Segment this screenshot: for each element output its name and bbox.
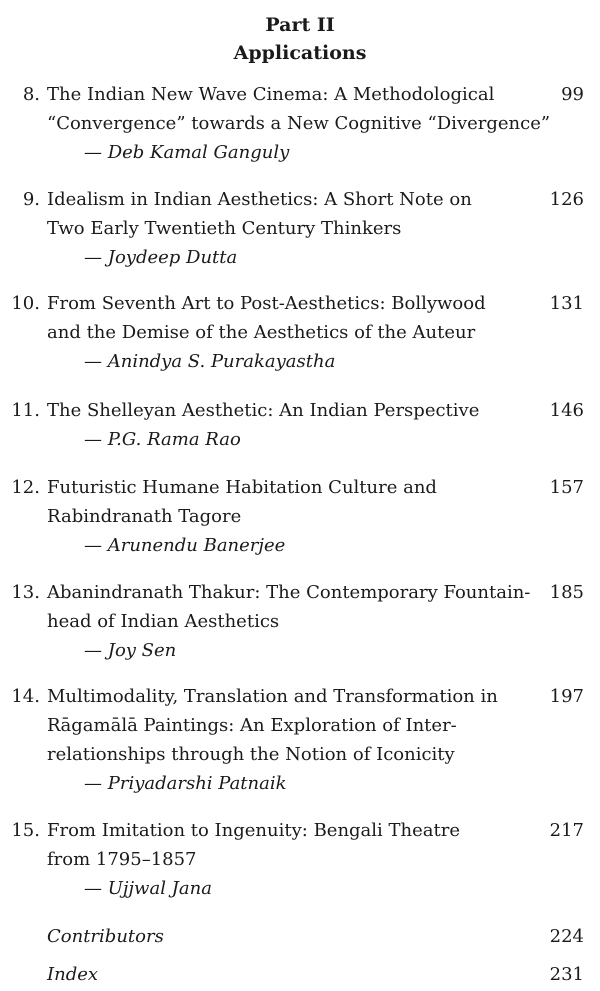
entry-page-number: 99 — [561, 84, 584, 105]
entry-author: — Arunendu Banerjee — [84, 535, 286, 556]
entry-title-line: The Indian New Wave Cinema: A Methodological — [47, 84, 495, 105]
entry-page-number: 146 — [549, 400, 584, 421]
entry-author: — Ujjwal Jana — [84, 878, 212, 899]
entry-title-line: From Seventh Art to Post-Aesthetics: Bollywood — [47, 293, 486, 314]
part-label: Part II — [265, 14, 335, 36]
section-title: Applications — [233, 42, 367, 64]
entry-number: 11. — [11, 400, 40, 421]
index-page-number: 231 — [549, 964, 584, 985]
entry-number: 9. — [22, 189, 40, 210]
entry-title-line: “Convergence” towards a New Cognitive “Divergence” — [47, 113, 551, 134]
entry-title-line: Two Early Twentieth Century Thinkers — [47, 218, 402, 239]
entry-title-line: head of Indian Aesthetics — [47, 611, 280, 632]
contributors-page-number: 224 — [549, 926, 584, 947]
entry-number: 13. — [11, 582, 40, 603]
entry-page-number: 131 — [549, 293, 584, 314]
index-label: Index — [47, 964, 99, 985]
contributors-label: Contributors — [47, 926, 164, 947]
entry-number: 14. — [11, 686, 40, 707]
entry-number: 10. — [11, 293, 40, 314]
entry-title-line: from 1795–1857 — [47, 849, 197, 870]
entry-author: — Priyadarshi Patnaik — [84, 773, 287, 794]
entry-page-number: 157 — [549, 477, 584, 498]
entry-number: 12. — [11, 477, 40, 498]
entry-author: — Anindya S. Purakayastha — [84, 351, 336, 372]
entry-author: — Joydeep Dutta — [84, 247, 238, 268]
entry-title-line: relationships through the Notion of Iconicity — [47, 744, 455, 765]
entry-title-line: Multimodality, Translation and Transformation in — [47, 686, 498, 707]
entry-title-line: and the Demise of the Aesthetics of the Auteur — [47, 322, 476, 343]
entry-author: — Deb Kamal Ganguly — [84, 142, 290, 163]
entry-number: 8. — [22, 84, 40, 105]
entry-page-number: 185 — [549, 582, 584, 603]
entry-title-line: From Imitation to Ingenuity: Bengali Theatre — [47, 820, 460, 841]
entry-title-line: Futuristic Humane Habitation Culture and — [47, 477, 437, 498]
entry-title-line: Abanindranath Thakur: The Contemporary Fountain- — [47, 582, 531, 603]
entry-title-line: Rāgamālā Paintings: An Exploration of Inter- — [47, 715, 457, 736]
entry-page-number: 217 — [549, 820, 584, 841]
entry-author: — Joy Sen — [84, 640, 177, 661]
entry-page-number: 126 — [549, 189, 584, 210]
entry-title-line: The Shelleyan Aesthetic: An Indian Perspective — [47, 400, 480, 421]
entry-page-number: 197 — [549, 686, 584, 707]
entry-author: — P.G. Rama Rao — [84, 429, 241, 450]
entry-number: 15. — [11, 820, 40, 841]
entry-title-line: Rabindranath Tagore — [47, 506, 242, 527]
entry-title-line: Idealism in Indian Aesthetics: A Short Note on — [47, 189, 472, 210]
